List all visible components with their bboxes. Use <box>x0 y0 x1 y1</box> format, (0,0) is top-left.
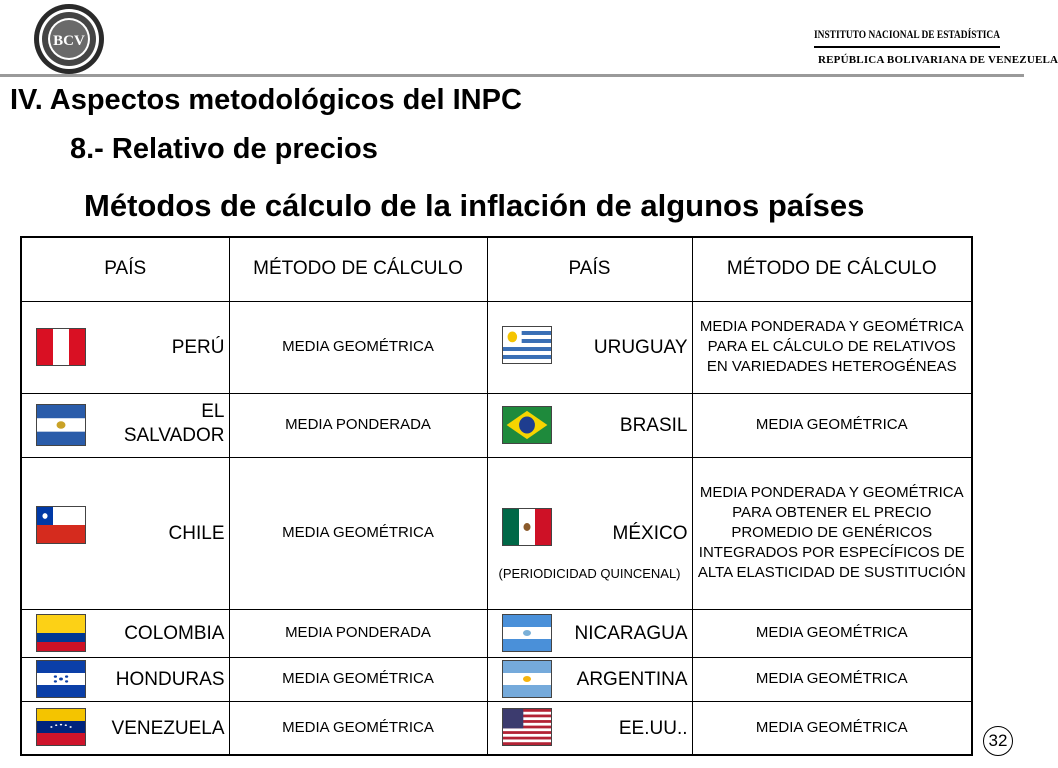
header-divider <box>0 74 1024 77</box>
table-row <box>21 657 972 701</box>
country-name: COLOMBIA <box>124 622 225 644</box>
bcv-logo <box>28 2 110 76</box>
page-number: 32 <box>983 726 1013 756</box>
table-row <box>21 393 972 457</box>
flag-argentina-icon <box>502 660 552 698</box>
table-row <box>21 301 972 393</box>
flag-el-salvador-icon <box>36 404 86 446</box>
flag-nicaragua-icon <box>502 614 552 652</box>
methods-table <box>20 236 973 756</box>
country-name: ARGENTINA <box>576 668 688 690</box>
country-name: EE.UU.. <box>618 717 688 739</box>
country-name: VENEZUELA <box>111 717 225 739</box>
country-name: HONDURAS <box>115 668 225 690</box>
flag-venezuela-icon <box>36 708 86 746</box>
country-cell <box>21 301 229 393</box>
method-cell: MEDIA PONDERADA Y GEOMÉTRICA PARA EL CÁLCULO DE RELATIVOS EN VARIEDADES HETEROGÉNEAS <box>692 301 972 393</box>
method-cell: MEDIA GEOMÉTRICA <box>692 609 972 657</box>
table-row <box>21 457 972 609</box>
table-row <box>21 609 972 657</box>
country-name: MÉXICO <box>612 522 688 544</box>
country-name: CHILE <box>168 522 225 544</box>
method-cell: MEDIA GEOMÉTRICA <box>229 701 487 755</box>
flag-uruguay-icon <box>502 326 552 364</box>
flag-peru-icon <box>36 328 86 366</box>
table-header-row <box>21 237 972 301</box>
country-cell <box>21 393 229 457</box>
periodicity-note: (PERIODICIDAD QUINCENAL) <box>498 565 681 581</box>
method-cell: MEDIA PONDERADA <box>229 393 487 457</box>
table-row <box>21 701 972 755</box>
country-name: URUGUAY <box>593 336 688 358</box>
method-cell: MEDIA GEOMÉTRICA <box>692 701 972 755</box>
country-name: BRASIL <box>619 414 688 436</box>
method-cell: MEDIA PONDERADA Y GEOMÉTRICA PARA OBTENER EL PRECIO PROMEDIO DE GENÉRICOS INTEGRADOS POR ESPECÍFICOS DE ALTA ELASTICIDAD DE SUSTITUCIÓN <box>692 457 972 609</box>
country-cell <box>487 301 692 393</box>
country-cell <box>21 701 229 755</box>
flag-usa-icon <box>502 708 552 746</box>
flag-colombia-icon <box>36 614 86 652</box>
ine-logo-subtitle: REPÚBLICA BOLIVARIANA DE VENEZUELA <box>818 54 1058 66</box>
bcv-logo-text: BCV <box>53 33 85 49</box>
country-cell <box>487 393 692 457</box>
method-cell: MEDIA PONDERADA <box>229 609 487 657</box>
country-name: PERÚ <box>171 336 225 358</box>
country-cell <box>487 609 692 657</box>
method-cell: MEDIA GEOMÉTRICA <box>692 393 972 457</box>
header-country: PAÍS <box>21 237 229 301</box>
header-country: PAÍS <box>487 237 692 301</box>
method-cell: MEDIA GEOMÉTRICA <box>692 657 972 701</box>
flag-chile-icon <box>36 506 86 544</box>
page-subtitle: 8.- Relativo de precios <box>70 133 378 165</box>
method-cell: MEDIA GEOMÉTRICA <box>229 657 487 701</box>
ine-logo <box>812 4 1058 68</box>
page-title: IV. Aspectos metodológicos del INPC <box>10 84 522 116</box>
country-cell <box>487 657 692 701</box>
method-cell: MEDIA GEOMÉTRICA <box>229 301 487 393</box>
table-heading: Métodos de cálculo de la inflación de algunos países <box>84 188 865 223</box>
flag-brasil-icon <box>502 406 552 444</box>
header-method: MÉTODO DE CÁLCULO <box>229 237 487 301</box>
header-method: MÉTODO DE CÁLCULO <box>692 237 972 301</box>
country-name: EL SALVADOR <box>123 400 225 446</box>
country-name: NICARAGUA <box>574 622 688 644</box>
country-cell <box>21 457 229 609</box>
country-cell <box>21 657 229 701</box>
method-cell: MEDIA GEOMÉTRICA <box>229 457 487 609</box>
flag-honduras-icon <box>36 660 86 698</box>
country-cell <box>487 457 692 609</box>
ine-logo-text: INSTITUTO NACIONAL DE ESTADÍSTICA <box>814 27 1001 41</box>
country-cell <box>21 609 229 657</box>
flag-mexico-icon <box>502 508 552 546</box>
country-cell <box>487 701 692 755</box>
